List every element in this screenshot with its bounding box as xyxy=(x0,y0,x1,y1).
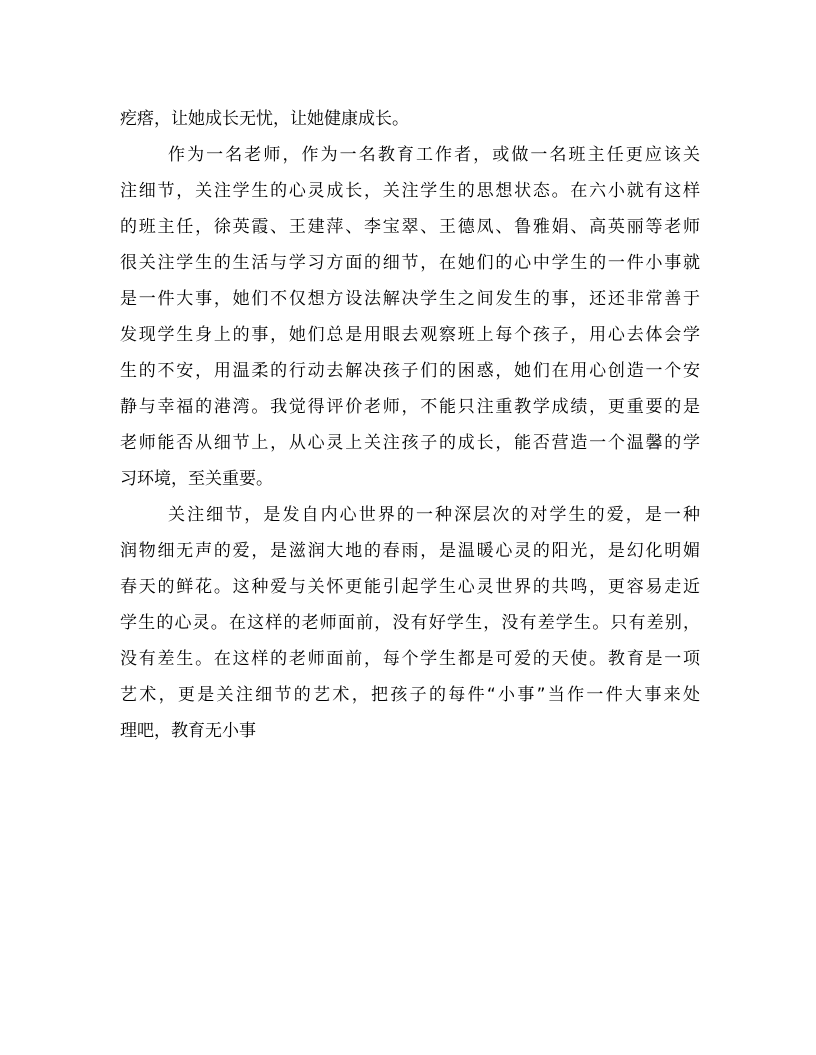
paragraph-2-line-7: 生的不安，用温柔的行动去解决孩子们的困惑，她们在用心创造一个安 xyxy=(120,361,700,381)
paragraph-2-line-4: 很关注学生的生活与学习方面的细节，在她们的心中学生的一件小事就 xyxy=(120,253,700,273)
paragraph-2-line-3: 的班主任，徐英霞、王建萍、李宝翠、王德凤、鲁雅娟、高英丽等老师 xyxy=(120,217,700,237)
paragraph-2-line-8: 静与幸福的港湾。我觉得评价老师，不能只注重教学成绩，更重要的是 xyxy=(120,397,700,417)
paragraph-3-line-3: 春天的鲜花。这种爱与关怀更能引起学生心灵世界的共鸣，更容易走近 xyxy=(120,577,700,597)
paragraph-2-line-6: 发现学生身上的事，她们总是用眼去观察班上每个孩子，用心去体会学 xyxy=(120,325,700,345)
paragraph-3-line-6: 艺术，更是关注细节的艺术，把孩子的每件“小事”当作一件大事来处 xyxy=(120,685,700,705)
paragraph-2-line-1: 作为一名老师，作为一名教育工作者，或做一名班主任更应该关 xyxy=(168,145,700,165)
paragraph-3-line-1: 关注细节，是发自内心世界的一种深层次的对学生的爱，是一种 xyxy=(168,505,700,525)
paragraph-2-line-9: 老师能否从细节上，从心灵上关注孩子的成长，能否营造一个温馨的学 xyxy=(120,433,700,453)
paragraph-3-line-4: 学生的心灵。在这样的老师面前，没有好学生，没有差学生。只有差别， xyxy=(120,613,700,633)
paragraph-3-line-2: 润物细无声的爱，是滋润大地的春雨，是温暖心灵的阳光，是幻化明媚 xyxy=(120,541,700,561)
paragraph-2-line-10: 习环境，至关重要。 xyxy=(120,469,273,489)
document-body xyxy=(120,101,700,749)
paragraph-1-line-1: 疙瘩，让她成长无忧，让她健康成长。 xyxy=(120,109,409,129)
paragraph-2-line-5: 是一件大事，她们不仅想方设法解决学生之间发生的事，还还非常善于 xyxy=(120,289,700,309)
paragraph-3-line-5: 没有差生。在这样的老师面前，每个学生都是可爱的天使。教育是一项 xyxy=(120,649,700,669)
paragraph-2-line-2: 注细节，关注学生的心灵成长，关注学生的思想状态。在六小就有这样 xyxy=(120,181,700,201)
paragraph-3-line-7: 理吧，教育无小事 xyxy=(120,721,256,741)
